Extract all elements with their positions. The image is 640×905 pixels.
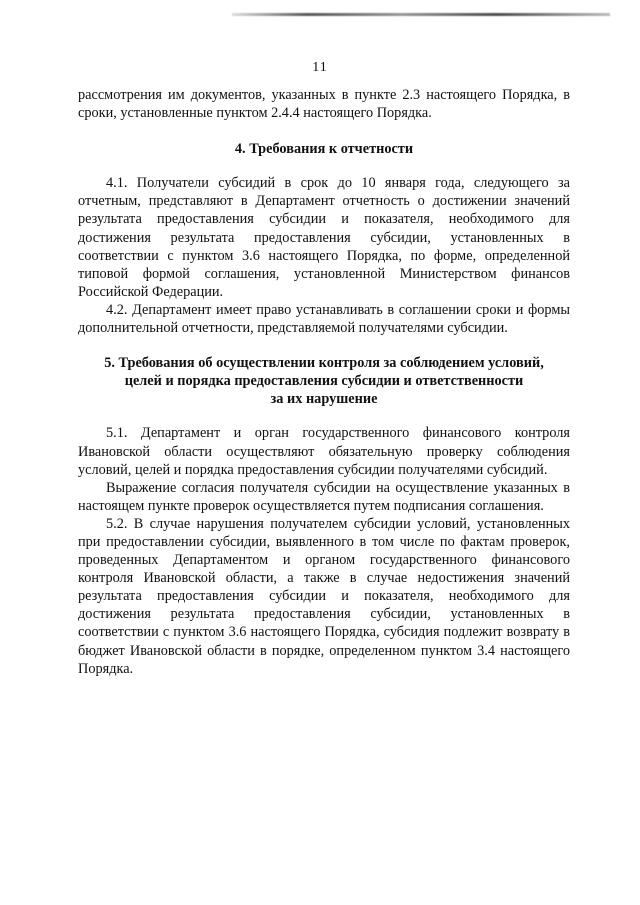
section-4-heading: 4. Требования к отчетности (234, 141, 414, 158)
paragraph-4-1: 4.1. Получатели субсидий в срок до 10 января года, следующего за отчетным, представляют в Департамент отчетность о достижении значений результата предоставления субсидии и показателя, необходимого для достижения результата предоставления субсидии, установленных в соответствии с пунктом 3.6 настоящего Порядка, по форме, определенной типовой формой соглашения, установленной Министерством финансов Российской Федерации. (78, 175, 570, 300)
paragraph-5-1-consent: Выражение согласия получателя субсидии на осуществление указанных в настоящем пункте проверок осуществляется путем подписания соглашения. (78, 479, 570, 514)
intro-paragraph: рассмотрения им документов, указанных в пункте 2.3 настоящего Порядка, в сроки, установленные пунктом 2.4.4 настоящего Порядка. (78, 87, 570, 122)
spacer (78, 122, 570, 140)
section-5-heading-line-2: целей и порядка предоставления субсидии и ответственности (124, 373, 524, 390)
paragraph-5-2: 5.2. В случае нарушения получателем субсидии условий, установленных при предоставлении субсидии, выявленного в том числе по фактам проверок, проведенных Департаментом и органом государственного финансового контроля Ивановской области, а также в случае недостижения значений результата предоставления субсидии и показателя, необходимого для достижения результата предоставления субсидии, установленных в соответствии с пунктом 3.6 настоящего Порядка, субсидия подлежит возврату в бюджет Ивановской области в порядке, определенном пунктом 3.4 настоящего Порядка. (78, 515, 570, 677)
spacer (78, 337, 570, 354)
spacer (78, 408, 570, 424)
spacer (78, 158, 570, 174)
page-number: 11 (312, 60, 328, 75)
section-5-heading (78, 354, 570, 408)
paragraph-4-2: 4.2. Департамент имеет право устанавливать в соглашении сроки и формы дополнительной отчетности, представляемой получателями субсидии. (78, 301, 570, 337)
paragraph-5-1: 5.1. Департамент и орган государственного финансового контроля Ивановской области осуществляют обязательную проверку соблюдения условий, целей и порядка предоставления субсидии получателями субсидий. (78, 425, 570, 478)
document-body (78, 86, 570, 678)
section-5-heading-line-1: 5. Требования об осуществлении контроля за соблюдением условий, (104, 355, 544, 372)
section-5-heading-line-3: за их нарушение (270, 391, 378, 408)
scan-edge-artifact (232, 13, 610, 16)
